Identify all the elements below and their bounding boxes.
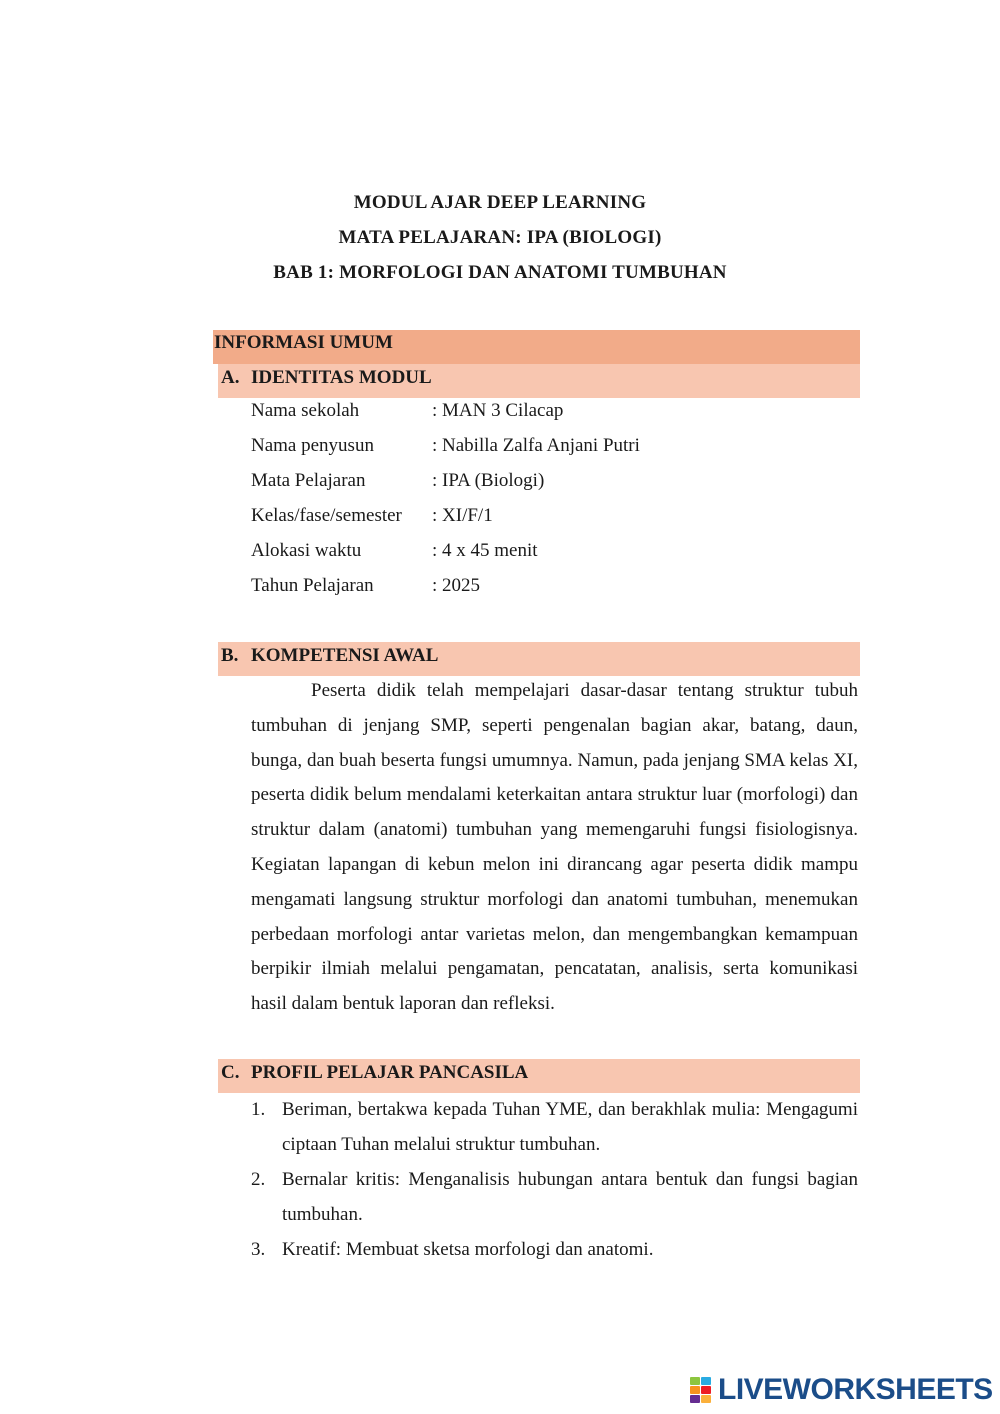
info-row xyxy=(251,538,860,573)
title-line-2: MATA PELAJARAN: IPA (BIOLOGI) xyxy=(338,227,662,248)
list-item xyxy=(251,1092,858,1162)
section-a-letter: A. xyxy=(221,367,240,388)
list-item-text: Bernalar kritis: Menganalisis hubungan antara bentuk dan fungsi bagian tumbuhan. xyxy=(282,1169,858,1225)
info-value: : Nabilla Zalfa Anjani Putri xyxy=(432,435,640,456)
section-c-title: PROFIL PELAJAR PANCASILA xyxy=(251,1062,529,1083)
info-row xyxy=(251,398,860,433)
info-value: : MAN 3 Cilacap xyxy=(432,400,564,421)
info-key: Nama sekolah xyxy=(251,400,360,421)
info-key: Nama penyusun xyxy=(251,435,374,456)
title-line-3: BAB 1: MORFOLOGI DAN ANATOMI TUMBUHAN xyxy=(273,262,727,283)
kompetensi-awal-paragraph: Peserta didik telah mempelajari dasar-dasar tentang struktur tubuh tumbuhan di jenjang SMP, seperti pengenalan bagian akar, batang, daun, bunga, dan buah beserta fungsi umumnya. Namun, pada jenjang SMA kelas XI, peserta didik belum mendalami keterkaitan antara struktur luar (morfologi) dan struktur dalam (anatomi) tumbuhan yang memengaruhi fungsi fisiologisnya. Kegiatan lapangan di kebun melon ini dirancang agar peserta didik mampu mengamati langsung struktur morfologi dan anatomi tumbuhan, menemukan perbedaan morfologi antar varietas melon, dan mengembangkan kemampuan berpikir ilmiah melalui pengamatan, pencatatan, analisis, serta komunikasi hasil dalam bentuk laporan dan refleksi. xyxy=(251,680,858,1015)
brand-name: LIVEWORKSHEETS xyxy=(718,1373,993,1406)
section-b-title: KOMPETENSI AWAL xyxy=(251,645,439,666)
section-b-header xyxy=(218,642,860,676)
liveworksheets-brand[interactable] xyxy=(690,1374,993,1406)
info-key: Mata Pelajaran xyxy=(251,470,366,491)
identitas-modul-table xyxy=(251,398,860,608)
list-item-text: Beriman, bertakwa kepada Tuhan YME, dan berakhlak mulia: Mengagumi ciptaan Tuhan melalui struktur tumbuhan. xyxy=(282,1099,858,1155)
info-row xyxy=(251,468,860,503)
title-line-1: MODUL AJAR DEEP LEARNING xyxy=(353,192,647,213)
profil-pelajar-list xyxy=(251,1092,858,1267)
liveworksheets-logo-icon xyxy=(690,1377,714,1403)
info-value: : 2025 xyxy=(432,575,481,596)
info-key: Tahun Pelajaran xyxy=(251,575,374,596)
list-item-number: 3. xyxy=(251,1239,266,1260)
list-item xyxy=(251,1162,858,1232)
info-key: Alokasi waktu xyxy=(251,540,362,561)
info-value: : XI/F/1 xyxy=(432,505,493,526)
informasi-umum-header: INFORMASI UMUM xyxy=(213,330,860,364)
info-value: : 4 x 45 menit xyxy=(432,540,538,561)
section-a-header xyxy=(218,364,860,398)
info-row xyxy=(251,433,860,468)
info-row xyxy=(251,503,860,538)
info-key: Kelas/fase/semester xyxy=(251,505,402,526)
document-title-block xyxy=(0,188,1000,293)
info-row xyxy=(251,573,860,608)
section-a-title: IDENTITAS MODUL xyxy=(251,367,432,388)
section-b-letter: B. xyxy=(221,645,239,666)
info-value: : IPA (Biologi) xyxy=(432,470,545,491)
list-item-text: Kreatif: Membuat sketsa morfologi dan anatomi. xyxy=(282,1239,654,1260)
section-c-header xyxy=(218,1059,860,1093)
section-c-letter: C. xyxy=(221,1062,240,1083)
list-item xyxy=(251,1232,858,1267)
list-item-number: 1. xyxy=(251,1099,266,1120)
list-item-number: 2. xyxy=(251,1169,266,1190)
